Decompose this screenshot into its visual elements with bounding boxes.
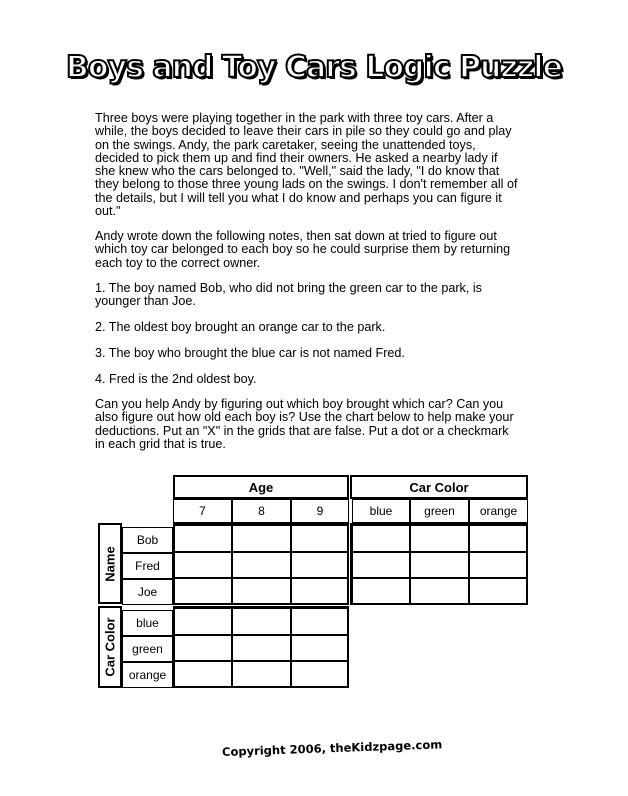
question-line: deductions. Put an "X" in the grids that are false. Put a dot or a checkmark (95, 423, 509, 438)
grid-cell-orange-7[interactable] (173, 661, 232, 688)
notes-paragraph (95, 230, 540, 270)
row-label-joe: Joe (122, 579, 173, 605)
intro-line: they belong to those three young lads on the swings. I don't remember all of (95, 177, 518, 192)
grid-cell-blue-7[interactable] (173, 608, 232, 635)
grid-cell-fred-orange[interactable] (469, 552, 528, 578)
grid-cell-bob-7[interactable] (173, 525, 232, 552)
row-label-bob: Bob (122, 527, 173, 553)
grid-cell-joe-orange[interactable] (469, 578, 528, 605)
notes-line: which toy car belonged to each boy so he could surprise them by returning (95, 242, 511, 257)
row-label-orange: orange (122, 662, 173, 688)
grid-cell-orange-9[interactable] (291, 661, 349, 688)
intro-line: out." (95, 204, 121, 219)
intro-line: the details, but I will tell you what I do know and perhaps you can figure it (95, 190, 502, 205)
grid-cell-fred-7[interactable] (173, 552, 232, 578)
grid-cell-joe-7[interactable] (173, 578, 232, 605)
clue-2 (95, 321, 540, 334)
color-column-orange: orange (469, 499, 528, 523)
grid-cell-bob-orange[interactable] (469, 525, 528, 552)
clue-line: 3. The boy who brought the blue car is not named Fred. (95, 346, 405, 360)
notes-line: each toy to the correct owner. (95, 255, 261, 270)
question-line: in each grid that is true. (95, 436, 226, 451)
grid-cell-fred-9[interactable] (291, 552, 349, 578)
car-color-label (98, 606, 122, 688)
grid-cell-bob-green[interactable] (410, 525, 469, 552)
age-column-8: 8 (232, 499, 291, 523)
question-line: also figure out how old each boy is? Use the chart below to help make your (95, 410, 514, 425)
clue-4 (95, 373, 540, 386)
intro-line: while, the boys decided to leave their cars in pile so they could go and play (95, 124, 512, 139)
age-column-9: 9 (291, 499, 349, 523)
grid-cell-fred-green[interactable] (410, 552, 469, 578)
grid-cell-bob-blue[interactable] (352, 525, 410, 552)
age-header: Age (173, 475, 349, 499)
color-column-blue: blue (352, 499, 410, 523)
grid-cell-orange-8[interactable] (232, 661, 291, 688)
clue-1 (95, 282, 540, 309)
color-column-green: green (410, 499, 469, 523)
row-label-green: green (122, 636, 173, 662)
grid-cell-joe-blue[interactable] (352, 578, 410, 605)
question-line: Can you help Andy by figuring out which boy brought which car? Can you (95, 397, 504, 411)
question-paragraph (95, 398, 540, 451)
grid-cell-fred-8[interactable] (232, 552, 291, 578)
grid-cell-joe-9[interactable] (291, 578, 349, 605)
car-color-label-text: Car Color (102, 617, 118, 677)
clue-line: 2. The oldest boy brought an orange car to the park. (95, 320, 386, 334)
intro-line: decided to pick them up and find their owners. He asked a nearby lady if (95, 150, 498, 165)
notes-line: Andy wrote down the following notes, then sat down at tried to figure out (95, 229, 497, 243)
intro-line: she knew who the cars belonged to. "Well," said the lady, "I do know that (95, 164, 500, 179)
intro-line: on the swings. Andy, the park caretaker, seeing the unattended toys, (95, 137, 476, 152)
clue-line: 1. The boy named Bob, who did not bring the green car to the park, is (95, 281, 482, 295)
row-label-blue: blue (122, 610, 173, 636)
grid-cell-blue-9[interactable] (291, 608, 349, 635)
grid-cell-green-9[interactable] (291, 635, 349, 661)
grid-cell-bob-8[interactable] (232, 525, 291, 552)
intro-line: Three boys were playing together in the park with three toy cars. After a (95, 111, 494, 125)
car-color-header: Car Color (350, 475, 528, 499)
grid-cell-blue-8[interactable] (232, 608, 291, 635)
copyright-footer: Copyright 2006, theKidzpage.com (221, 737, 443, 759)
grid-cell-joe-green[interactable] (410, 578, 469, 605)
grid-cell-fred-blue[interactable] (352, 552, 410, 578)
grid-cell-bob-9[interactable] (291, 525, 349, 552)
name-label (98, 523, 122, 604)
clue-line: younger than Joe. (95, 294, 196, 309)
intro-paragraph (95, 112, 540, 218)
clue-3 (95, 347, 540, 360)
page-title: Boys and Toy Cars Logic Puzzle (66, 50, 562, 85)
grid-cell-joe-8[interactable] (232, 578, 291, 605)
grid-cell-green-7[interactable] (173, 635, 232, 661)
row-label-fred: Fred (122, 553, 173, 579)
age-column-7: 7 (173, 499, 232, 523)
grid-cell-green-8[interactable] (232, 635, 291, 661)
clue-line: 4. Fred is the 2nd oldest boy. (95, 372, 257, 386)
name-label-text: Name (102, 545, 118, 582)
